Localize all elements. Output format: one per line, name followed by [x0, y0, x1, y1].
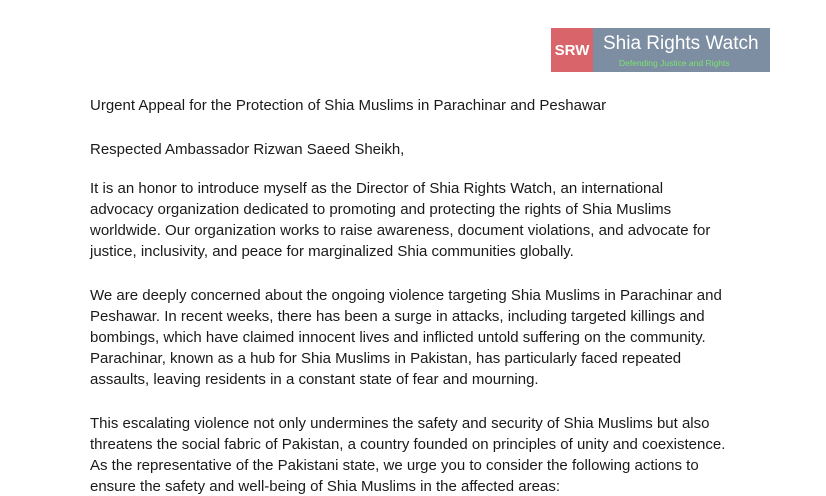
- logo-body: [593, 28, 770, 72]
- shia-rights-watch-logo: [551, 28, 770, 72]
- paragraph-line: It is an honor to introduce myself as the Director of Shia Rights Watch, an international: [90, 180, 664, 197]
- paragraph-line: worldwide. Our organization works to raise awareness, document violations, and advocate for: [90, 222, 711, 239]
- paragraph-line: bombings, which have claimed innocent lives and inflicted untold suffering on the community.: [90, 329, 706, 346]
- paragraph-line: assaults, leaving residents in a constant state of fear and mourning.: [90, 371, 539, 388]
- paragraph-line: This escalating violence not only undermines the safety and security of Shia Muslims but also: [90, 415, 710, 432]
- logo-name: Shia Rights Watch: [603, 33, 759, 54]
- paragraph-line: Peshawar. In recent weeks, there has been a surge in attacks, including targeted killings and: [90, 308, 705, 325]
- paragraph-line: justice, inclusivity, and peace for marginalized Shia communities globally.: [90, 243, 574, 260]
- salutation: Respected Ambassador Rizwan Saeed Sheikh,: [90, 141, 405, 158]
- paragraph-line: Parachinar, known as a hub for Shia Muslims in Pakistan, has particularly faced repeated: [90, 350, 682, 367]
- letter-title: Urgent Appeal for the Protection of Shia Muslims in Parachinar and Peshawar: [90, 97, 607, 114]
- logo-mark: SRW: [551, 28, 593, 72]
- logo-tagline: Defending Justice and Rights: [619, 58, 730, 68]
- paragraph-line: ensure the safety and well-being of Shia Muslims in the affected areas:: [90, 478, 560, 495]
- paragraph-line: As the representative of the Pakistani state, we urge you to consider the following actions to: [90, 457, 699, 474]
- paragraph-line: We are deeply concerned about the ongoing violence targeting Shia Muslims in Parachinar and: [90, 287, 722, 304]
- paragraph-line: advocacy organization dedicated to promoting and protecting the rights of Shia Muslims: [90, 201, 672, 218]
- paragraph-line: threatens the social fabric of Pakistan, a country founded on principles of unity and coexistence.: [90, 436, 726, 453]
